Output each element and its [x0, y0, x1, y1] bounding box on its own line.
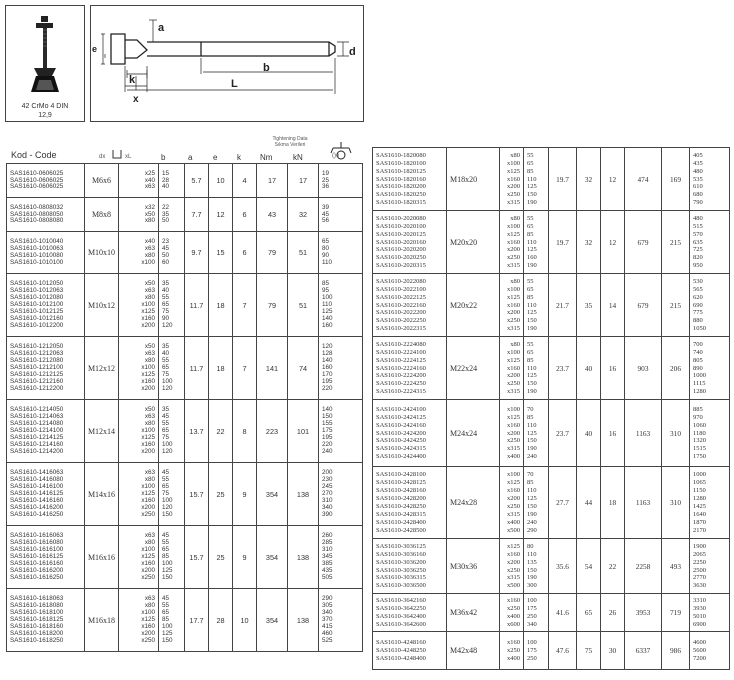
- left-spec-table: [6, 163, 363, 652]
- a-value: 11.7: [185, 337, 209, 400]
- k-value: 7: [233, 274, 257, 337]
- product-photo-box: [5, 5, 85, 122]
- torque-nm: 17: [257, 164, 288, 198]
- thread-size: M36x42: [447, 594, 500, 632]
- torque-nm: 679: [625, 274, 662, 337]
- b-values: 15 28 40: [159, 164, 185, 198]
- length-list: x63 x80 x100 x125 x160 x200 x250: [119, 463, 159, 526]
- k-value: 6: [233, 232, 257, 274]
- e-value: 18: [209, 337, 233, 400]
- force-kn: 51: [288, 232, 319, 274]
- thread-size: M16x18: [85, 589, 119, 652]
- force-kn: 138: [288, 589, 319, 652]
- k-value: 7: [233, 337, 257, 400]
- b-values: 22 35 50: [159, 198, 185, 232]
- torque-nm: 141: [257, 337, 288, 400]
- length-list: x100 x125 x160 x200 x250 x315 x400 x500: [500, 467, 524, 539]
- part-codes: SAS1610-1010040 SAS1610-1010063 SAS1610-1010080 SAS1610-1010100: [7, 232, 85, 274]
- torque-title: Tightening Data Sıkma Verileri: [272, 136, 308, 148]
- b-values: 45 55 65 85 100 125 150: [159, 589, 185, 652]
- k-value: 16: [601, 337, 625, 400]
- a-value: 7.7: [185, 198, 209, 232]
- torque-nm: 903: [625, 337, 662, 400]
- b-values: 35 45 55 65 75 100 120: [159, 400, 185, 463]
- thread-icon: [111, 148, 123, 160]
- torque-nm: 6337: [625, 632, 662, 670]
- material-label: 42 CrMo 4 DIN: [21, 103, 69, 110]
- b-values: 70 85 110 125 150 190 240: [524, 400, 549, 467]
- length-list: x160 x250 x400 x600: [500, 594, 524, 632]
- spec-row: [373, 467, 730, 539]
- b-values: 80 110 135 150 190 300: [524, 539, 549, 594]
- thread-size: M14x16: [85, 463, 119, 526]
- torque-nm: 3953: [625, 594, 662, 632]
- e-value: 65: [577, 594, 601, 632]
- b-values: 55 65 85 110 125 150 190: [524, 148, 549, 211]
- b-values: 55 65 85 110 125 160 190: [524, 211, 549, 274]
- force-kn: 215: [662, 274, 690, 337]
- torque-nm: 354: [257, 589, 288, 652]
- thread-size: M12x12: [85, 337, 119, 400]
- b-values: 100 175 250 340: [524, 594, 549, 632]
- e-value: 15: [209, 232, 233, 274]
- e-value: 44: [577, 467, 601, 539]
- weight-values: 530 565 620 690 775 880 1050: [690, 274, 730, 337]
- torque-nm: 223: [257, 400, 288, 463]
- part-codes: SAS1610-0808032 SAS1610-0808050 SAS1610-0808080: [7, 198, 85, 232]
- spec-row: [373, 211, 730, 274]
- length-list: x25 x40 x63: [119, 164, 159, 198]
- weight-values: 200 230 245 270 310 340 390: [319, 463, 363, 526]
- k-value: 18: [601, 467, 625, 539]
- weight-values: 885 970 1060 1180 1320 1515 1750: [690, 400, 730, 467]
- thread-size: M10x10: [85, 232, 119, 274]
- force-kn: 51: [288, 274, 319, 337]
- col-header-nm: Nm: [260, 153, 273, 162]
- thread-size: M20x20: [447, 211, 500, 274]
- k-value: 8: [233, 400, 257, 463]
- length-list: x80 x100 x125 x160 x200 x250 x315: [500, 337, 524, 400]
- length-list: x80 x100 x125 x160 x200 x250 x315: [500, 211, 524, 274]
- dim-k-label: k: [129, 74, 136, 86]
- k-value: 6: [233, 198, 257, 232]
- e-value: 25: [209, 526, 233, 589]
- b-values: 45 55 65 85 100 125 150: [159, 526, 185, 589]
- k-value: 10: [233, 589, 257, 652]
- k-value: 9: [233, 463, 257, 526]
- torque-nm: 354: [257, 463, 288, 526]
- col-header-code: Kod - Code: [11, 150, 57, 160]
- part-codes: SAS1610-2428100 SAS1610-2428125 SAS1610-2428160 SAS1610-2428200 SAS1610-2428250 SAS1610-2428315 SAS1610-2428400 SAS1610-2428500: [373, 467, 447, 539]
- weight-values: 85 95 100 110 125 140 160: [319, 274, 363, 337]
- a-value: 17.7: [185, 589, 209, 652]
- force-kn: 138: [288, 463, 319, 526]
- force-kn: 310: [662, 467, 690, 539]
- e-value: 22: [209, 400, 233, 463]
- a-value: 5.7: [185, 164, 209, 198]
- a-value: 21.7: [549, 274, 577, 337]
- torque-nm: 354: [257, 526, 288, 589]
- weight-values: 3310 3930 5010 6900: [690, 594, 730, 632]
- dim-x-label: x: [133, 94, 139, 105]
- part-codes: SAS1610-2022080 SAS1610-2022100 SAS1610-2022125 SAS1610-2022160 SAS1610-2022200 SAS1610-2022250 SAS1610-2022315: [373, 274, 447, 337]
- k-value: 12: [601, 148, 625, 211]
- weight-values: 290 305 340 370 415 460 525: [319, 589, 363, 652]
- b-values: 35 40 55 65 75 100 120: [159, 337, 185, 400]
- dim-d-label: d: [349, 46, 356, 58]
- length-list: x63 x80 x100 x125 x160 x200 x250: [119, 526, 159, 589]
- weight-values: 39 45 56: [319, 198, 363, 232]
- a-value: 41.6: [549, 594, 577, 632]
- a-value: 27.7: [549, 467, 577, 539]
- spec-row: [373, 594, 730, 632]
- part-codes: SAS1610-1616063 SAS1610-1616080 SAS1610-1616100 SAS1610-1616125 SAS1610-1616160 SAS1610-1616200 SAS1610-1616250: [7, 526, 85, 589]
- spec-row: [7, 400, 363, 463]
- force-kn: 101: [288, 400, 319, 463]
- dim-b-label: b: [263, 62, 270, 74]
- length-list: x125 x160 x200 x250 x315 x500: [500, 539, 524, 594]
- col-header-dx: dx: [99, 154, 106, 160]
- part-codes: SAS1610-1012050 SAS1610-1012063 SAS1610-1012080 SAS1610-1012100 SAS1610-1012125 SAS1610-1012160 SAS1610-1012200: [7, 274, 85, 337]
- e-value: 40: [577, 337, 601, 400]
- torque-nm: 79: [257, 232, 288, 274]
- a-value: 19.7: [549, 211, 577, 274]
- part-codes: SAS1610-3642160 SAS1610-3642250 SAS1610-3642400 SAS1610-3642600: [373, 594, 447, 632]
- length-list: x50 x63 x80 x100 x125 x160 x200: [119, 274, 159, 337]
- col-header-e: e: [213, 153, 218, 162]
- part-codes: SAS1610-1212050 SAS1610-1212063 SAS1610-1212080 SAS1610-1212100 SAS1610-1212125 SAS1610-1212160 SAS1610-1212200: [7, 337, 85, 400]
- col-header-weight: ()e: [332, 153, 340, 159]
- b-values: 45 55 65 75 100 120 150: [159, 463, 185, 526]
- length-list: x32 x50 x80: [119, 198, 159, 232]
- torque-nm: 43: [257, 198, 288, 232]
- weight-values: 260 285 310 345 385 435 505: [319, 526, 363, 589]
- spec-row: [373, 148, 730, 211]
- right-spec-table: [372, 147, 730, 670]
- thread-size: M42x48: [447, 632, 500, 670]
- a-value: 15.7: [185, 463, 209, 526]
- length-list: x160 x250 x400: [500, 632, 524, 670]
- technical-drawing-box: [90, 5, 364, 122]
- col-header-b: b: [161, 153, 166, 162]
- col-header-a: a: [188, 153, 193, 162]
- thread-size: M18x20: [447, 148, 500, 211]
- e-value: 32: [577, 148, 601, 211]
- thread-size: M12x14: [85, 400, 119, 463]
- thread-size: M6x6: [85, 164, 119, 198]
- k-value: 4: [233, 164, 257, 198]
- spec-row: [7, 232, 363, 274]
- b-values: 23 45 50 60: [159, 232, 185, 274]
- part-codes: SAS1610-3036125 SAS1610-3036160 SAS1610-3036200 SAS1610-3036250 SAS1610-3036315 SAS1610-3036500: [373, 539, 447, 594]
- length-list: x50 x63 x80 x100 x125 x160 x200: [119, 337, 159, 400]
- weight-values: 65 80 90 110: [319, 232, 363, 274]
- spec-row: [7, 526, 363, 589]
- part-codes: SAS1610-1618063 SAS1610-1618080 SAS1610-1618100 SAS1610-1618125 SAS1610-1618160 SAS1610-1618200 SAS1610-1618250: [7, 589, 85, 652]
- torque-nm: 474: [625, 148, 662, 211]
- spec-row: [373, 400, 730, 467]
- col-header-k: k: [237, 153, 241, 162]
- e-value: 54: [577, 539, 601, 594]
- part-codes: SAS1610-1214050 SAS1610-1214063 SAS1610-1214080 SAS1610-1214100 SAS1610-1214125 SAS1610-1214160 SAS1610-1214200: [7, 400, 85, 463]
- part-codes: SAS1610-2224080 SAS1610-2224100 SAS1610-2224125 SAS1610-2224160 SAS1610-2224200 SAS1610-2224250 SAS1610-2224315: [373, 337, 447, 400]
- part-codes: SAS1610-1820080 SAS1610-1820100 SAS1610-1820125 SAS1610-1820160 SAS1610-1820200 SAS1610-1820250 SAS1610-1820315: [373, 148, 447, 211]
- k-value: 14: [601, 274, 625, 337]
- torque-nm: 1163: [625, 467, 662, 539]
- force-kn: 986: [662, 632, 690, 670]
- a-value: 35.6: [549, 539, 577, 594]
- a-value: 23.7: [549, 400, 577, 467]
- spec-row: [7, 274, 363, 337]
- b-values: 100 175 250: [524, 632, 549, 670]
- length-list: x80 x100 x125 x160 x200 x250 x315: [500, 148, 524, 211]
- length-list: x40 x63 x80 x100: [119, 232, 159, 274]
- spec-row: [7, 164, 363, 198]
- thread-size: M24x28: [447, 467, 500, 539]
- thread-size: M30x36: [447, 539, 500, 594]
- torque-nm: 79: [257, 274, 288, 337]
- length-list: x63 x80 x100 x125 x160 x200 x250: [119, 589, 159, 652]
- grade-label: 12,9: [38, 112, 52, 119]
- k-value: 26: [601, 594, 625, 632]
- force-kn: 215: [662, 211, 690, 274]
- a-value: 23.7: [549, 337, 577, 400]
- e-value: 32: [577, 211, 601, 274]
- e-value: 28: [209, 589, 233, 652]
- b-values: 70 85 110 125 150 190 240 290: [524, 467, 549, 539]
- t-bolt-icon: [6, 10, 84, 100]
- weight-values: 140 150 155 175 195 220 240: [319, 400, 363, 463]
- force-kn: 32: [288, 198, 319, 232]
- force-kn: 74: [288, 337, 319, 400]
- a-value: 9.7: [185, 232, 209, 274]
- dim-e-label: e: [92, 44, 98, 54]
- e-value: 35: [577, 274, 601, 337]
- e-value: 25: [209, 463, 233, 526]
- k-value: 22: [601, 539, 625, 594]
- thread-size: M16x16: [85, 526, 119, 589]
- e-value: 18: [209, 274, 233, 337]
- torque-nm: 2258: [625, 539, 662, 594]
- b-values: 35 40 55 65 75 90 120: [159, 274, 185, 337]
- a-value: 11.7: [185, 274, 209, 337]
- part-codes: SAS1610-0606025 SAS1610-0606025 SAS1610-0606025: [7, 164, 85, 198]
- e-value: 75: [577, 632, 601, 670]
- a-value: 47.6: [549, 632, 577, 670]
- thread-size: M10x12: [85, 274, 119, 337]
- force-kn: 310: [662, 400, 690, 467]
- force-kn: 169: [662, 148, 690, 211]
- force-kn: 138: [288, 526, 319, 589]
- t-bolt-drawing: [91, 6, 363, 121]
- thread-size: M20x22: [447, 274, 500, 337]
- a-value: 19.7: [549, 148, 577, 211]
- b-values: 55 65 85 110 125 150 190: [524, 274, 549, 337]
- spec-row: [7, 337, 363, 400]
- weight-values: 19 25 36: [319, 164, 363, 198]
- col-header-kn: kN: [293, 153, 303, 162]
- k-value: 30: [601, 632, 625, 670]
- torque-nm: 679: [625, 211, 662, 274]
- dim-a-label: a: [158, 22, 165, 34]
- force-kn: 17: [288, 164, 319, 198]
- thread-size: M24x24: [447, 400, 500, 467]
- k-value: 9: [233, 526, 257, 589]
- length-list: x80 x100 x125 x160 x200 x250 x315: [500, 274, 524, 337]
- spec-row: [373, 632, 730, 670]
- b-values: 55 65 85 110 125 150 190: [524, 337, 549, 400]
- part-codes: SAS1610-1416063 SAS1610-1416080 SAS1610-1416100 SAS1610-1416125 SAS1610-1416160 SAS1610-1416200 SAS1610-1416250: [7, 463, 85, 526]
- spec-row: [7, 198, 363, 232]
- col-header-xl: xL: [125, 154, 132, 160]
- weight-values: 480 515 570 635 725 820 950: [690, 211, 730, 274]
- force-kn: 206: [662, 337, 690, 400]
- weight-values: 1900 2065 2250 2500 2770 3630: [690, 539, 730, 594]
- thread-size: M8x8: [85, 198, 119, 232]
- spec-row: [7, 589, 363, 652]
- e-value: 12: [209, 198, 233, 232]
- spec-row: [373, 337, 730, 400]
- part-codes: SAS1610-2424100 SAS1610-2424125 SAS1610-2424160 SAS1610-2424200 SAS1610-2424250 SAS1610-2424315 SAS1610-2424400: [373, 400, 447, 467]
- weight-values: 700 740 805 890 1000 1115 1280: [690, 337, 730, 400]
- spec-row: [373, 274, 730, 337]
- e-value: 40: [577, 400, 601, 467]
- part-codes: SAS1610-2020080 SAS1610-2020100 SAS1610-2020125 SAS1610-2020160 SAS1610-2020200 SAS1610-2020250 SAS1610-2020315: [373, 211, 447, 274]
- length-list: x100 x125 x160 x200 x250 x315 x400: [500, 400, 524, 467]
- a-value: 15.7: [185, 526, 209, 589]
- force-kn: 493: [662, 539, 690, 594]
- torque-nm: 1163: [625, 400, 662, 467]
- k-value: 16: [601, 400, 625, 467]
- part-codes: SAS1610-4248160 SAS1610-4248250 SAS1610-4248400: [373, 632, 447, 670]
- force-kn: 719: [662, 594, 690, 632]
- spec-row: [7, 463, 363, 526]
- dim-L-label: L: [231, 78, 238, 90]
- length-list: x50 x63 x80 x100 x125 x160 x200: [119, 400, 159, 463]
- weight-values: 4600 5600 7200: [690, 632, 730, 670]
- a-value: 13.7: [185, 400, 209, 463]
- weight-values: 1000 1065 1150 1280 1425 1640 1870 2170: [690, 467, 730, 539]
- weight-values: 405 435 480 535 610 680 790: [690, 148, 730, 211]
- weight-values: 120 128 140 160 170 195 220: [319, 337, 363, 400]
- k-value: 12: [601, 211, 625, 274]
- e-value: 10: [209, 164, 233, 198]
- spec-row: [373, 539, 730, 594]
- thread-size: M22x24: [447, 337, 500, 400]
